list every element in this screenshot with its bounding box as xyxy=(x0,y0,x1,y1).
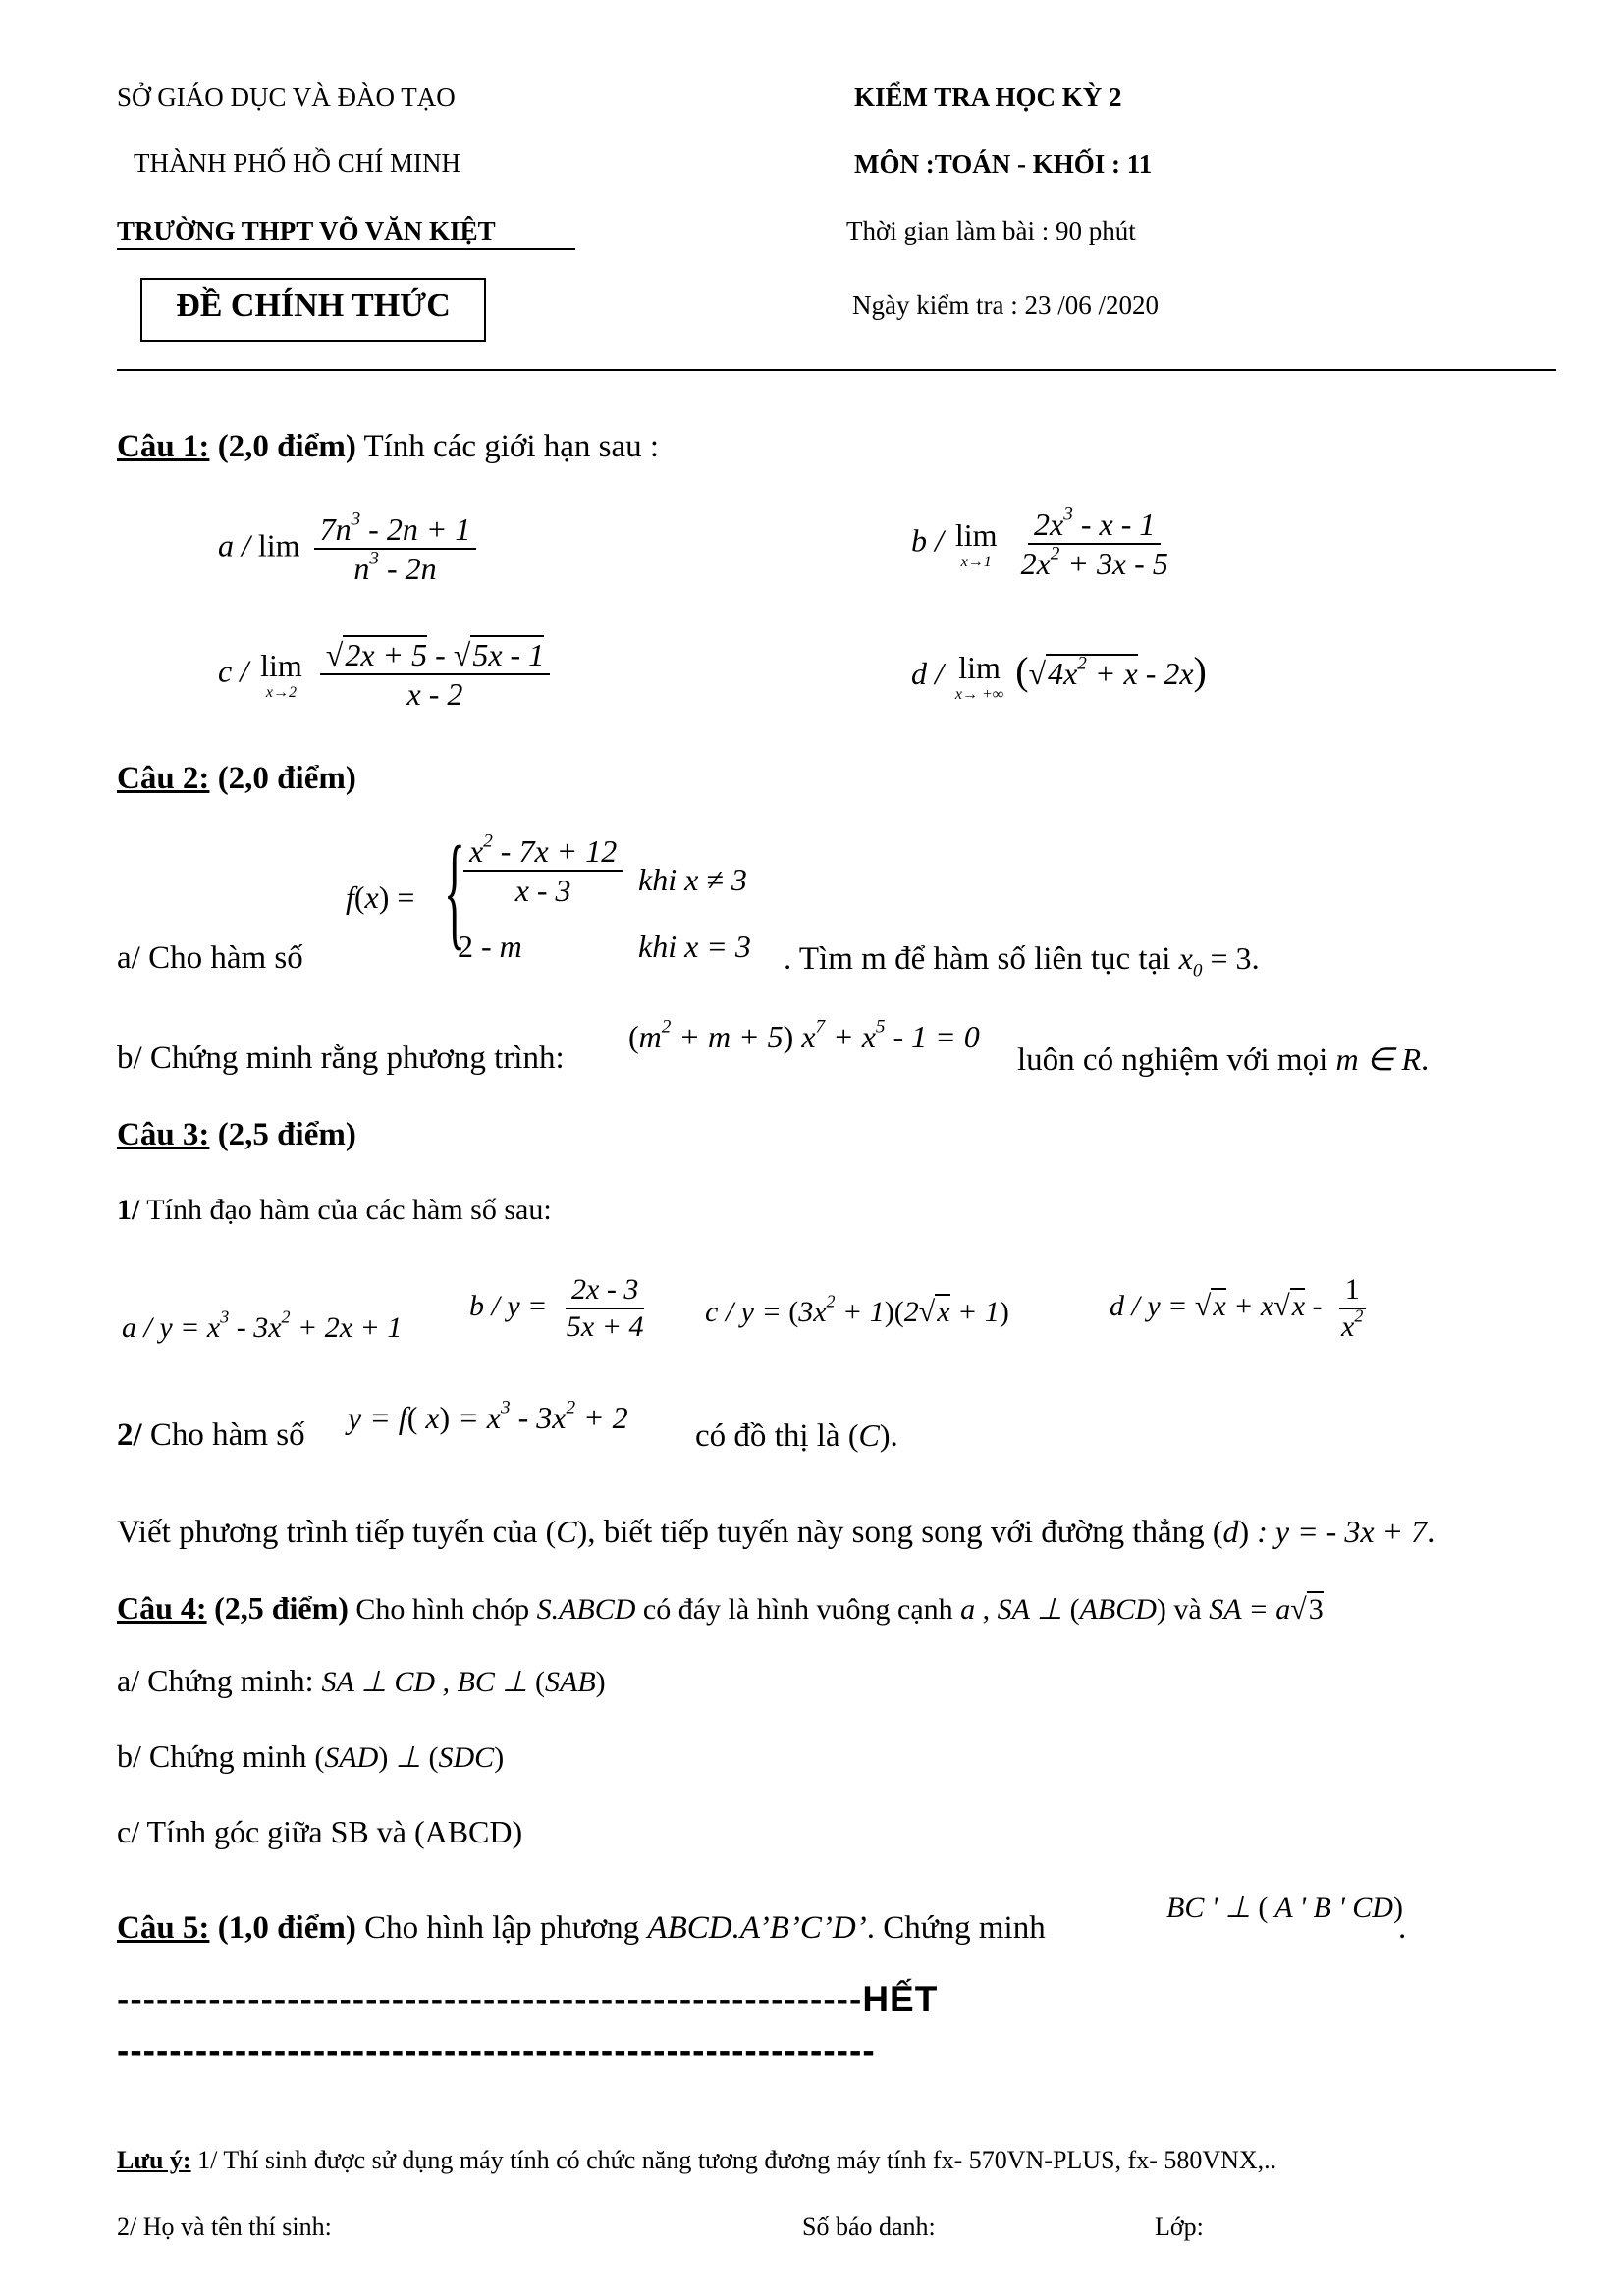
note-label: Lưu ý: xyxy=(117,2146,191,2174)
q3-heading xyxy=(117,1117,356,1153)
q5-period: . xyxy=(1398,1910,1407,1946)
q3-part2: 2/ Cho hàm số xyxy=(117,1417,305,1453)
q3-tangent-line: Viết phương trình tiếp tuyến của (C), biết tiếp tuyến này song song với đường thẳng (d) : y = - 3x + 7. xyxy=(117,1514,1435,1550)
q2-label: Câu 2: xyxy=(117,761,210,796)
q1b-expression: b / lim x→1 $\frac{2x^3 - x - 1}{2x^2 + 3x - 5}$ xyxy=(911,504,1168,582)
q1a-expression: a / lim $\frac{7n^3 - 2n + 1}{n^3 - 2n}$ xyxy=(218,510,482,588)
dept-name: SỞ GIÁO DỤC VÀ ĐÀO TẠO xyxy=(117,82,456,112)
header-rule xyxy=(117,369,1556,371)
q1-label: Câu 1: xyxy=(117,429,210,464)
q2b-line-end: luôn có nghiệm với mọi m ∈ R. xyxy=(1017,1041,1430,1078)
class-field: Lớp: xyxy=(1155,2213,1204,2241)
q5-label: Câu 5: xyxy=(117,1910,210,1946)
q4b-line: b/ Chứng minh (SAD) ⊥ (SDC) xyxy=(117,1738,505,1774)
q1-text: Tính các giới hạn sau : xyxy=(355,429,660,464)
q1c-expression: c / lim x→2 $\frac{√2x + 5 - √5x - 1}{x - 2}$ xyxy=(218,636,556,714)
q2b-line: b/ Chứng minh rằng phương trình: xyxy=(117,1041,565,1076)
q3d-function: d / y = √x + x√x - $\frac{1}{x^2}$ xyxy=(1110,1272,1375,1345)
q4c-line: c/ Tính góc giữa SB và (ABCD) xyxy=(117,1814,523,1849)
q3-cubic-function: y = f( $x) = x^3 - 3x^2 + 2$ xyxy=(348,1397,628,1435)
student-id-field: Số báo danh: xyxy=(802,2213,936,2241)
q2-points: (2,0 điểm) xyxy=(217,761,356,796)
q2b-equation: $(m^2 + m + 5) x^7 + x^5 - 1 = 0$ xyxy=(628,1016,980,1054)
q1-heading xyxy=(117,429,659,465)
q4-points: (2,5 điểm) xyxy=(214,1590,349,1626)
q2a-line-end: . Tìm m để hàm số liên tục tại $x_0 = 3$. xyxy=(784,940,1260,982)
q4a-line: a/ Chứng minh: SA ⊥ CD , BC ⊥ (SAB) xyxy=(117,1663,606,1698)
q3a-function: $a / y = x^3 - 3x^2 + 2x + 1$ xyxy=(122,1307,403,1344)
q2a-line: a/ Cho hàm số xyxy=(117,940,303,976)
end-line-1: ---------------------------------------------------------HẾT xyxy=(117,1979,939,2019)
q3-part1: 1/ Tính đạo hàm của các hàm số sau: xyxy=(117,1194,552,1226)
q1-points: (2,0 điểm) xyxy=(217,429,356,464)
exam-title: KIỂM TRA HỌC KỲ 2 xyxy=(854,82,1122,112)
q3-part2-end: có đồ thị là (C). xyxy=(695,1417,898,1454)
q4-label: Câu 4: xyxy=(117,1590,207,1626)
official-stamp: ĐỀ CHÍNH THỨC xyxy=(140,278,486,342)
q5-points: (1,0 điểm) xyxy=(217,1910,356,1946)
q3c-function: $c / y = (3x^2 + 1)(2√x + 1)$ xyxy=(705,1291,1009,1328)
student-name-field: 2/ Họ và tên thí sinh: xyxy=(117,2213,332,2241)
q5-statement: BC ' ⊥ ( A ' B ' CD) xyxy=(1166,1892,1403,1924)
q3-points: (2,5 điểm) xyxy=(217,1117,356,1152)
q3b-function: b / y = $\frac{2x - 3}{5x + 4}$ xyxy=(469,1273,644,1343)
q4-heading: Câu 4: (2,5 điểm) Cho hình chóp S.ABCD có đáy là hình vuông cạnh a , SA ⊥ (ABCD) và SA = a√3 xyxy=(117,1590,1324,1626)
q5-heading: Câu 5: (1,0 điểm) Cho hình lập phương ABCD.A’B’C’D’. Chứng minh xyxy=(117,1910,1046,1946)
end-line-2: ---------------------------------------------------------- xyxy=(117,2030,876,2070)
exam-date: Ngày kiểm tra : 23 /06 /2020 xyxy=(852,291,1159,320)
note-line: Lưu ý: 1/ Thí sinh được sử dụng máy tính có chức năng tương đương máy tính fx- 570VN-PLUS, fx- 580VNX,.. xyxy=(117,2146,1277,2174)
subject: MÔN :TOÁN - KHỐI : 11 xyxy=(854,149,1153,179)
school-name: TRƯỜNG THPT VÕ VĂN KIỆT xyxy=(117,216,496,245)
q2-heading xyxy=(117,761,356,797)
duration: Thời gian làm bài : 90 phút xyxy=(846,216,1136,245)
school-underline xyxy=(117,248,575,250)
city-name: THÀNH PHỐ HỒ CHÍ MINH xyxy=(134,148,460,178)
q1d-expression: d / lim x→ +∞ $(√4x^2 + x - 2x)$ xyxy=(911,649,1207,704)
q3-label: Câu 3: xyxy=(117,1117,210,1152)
